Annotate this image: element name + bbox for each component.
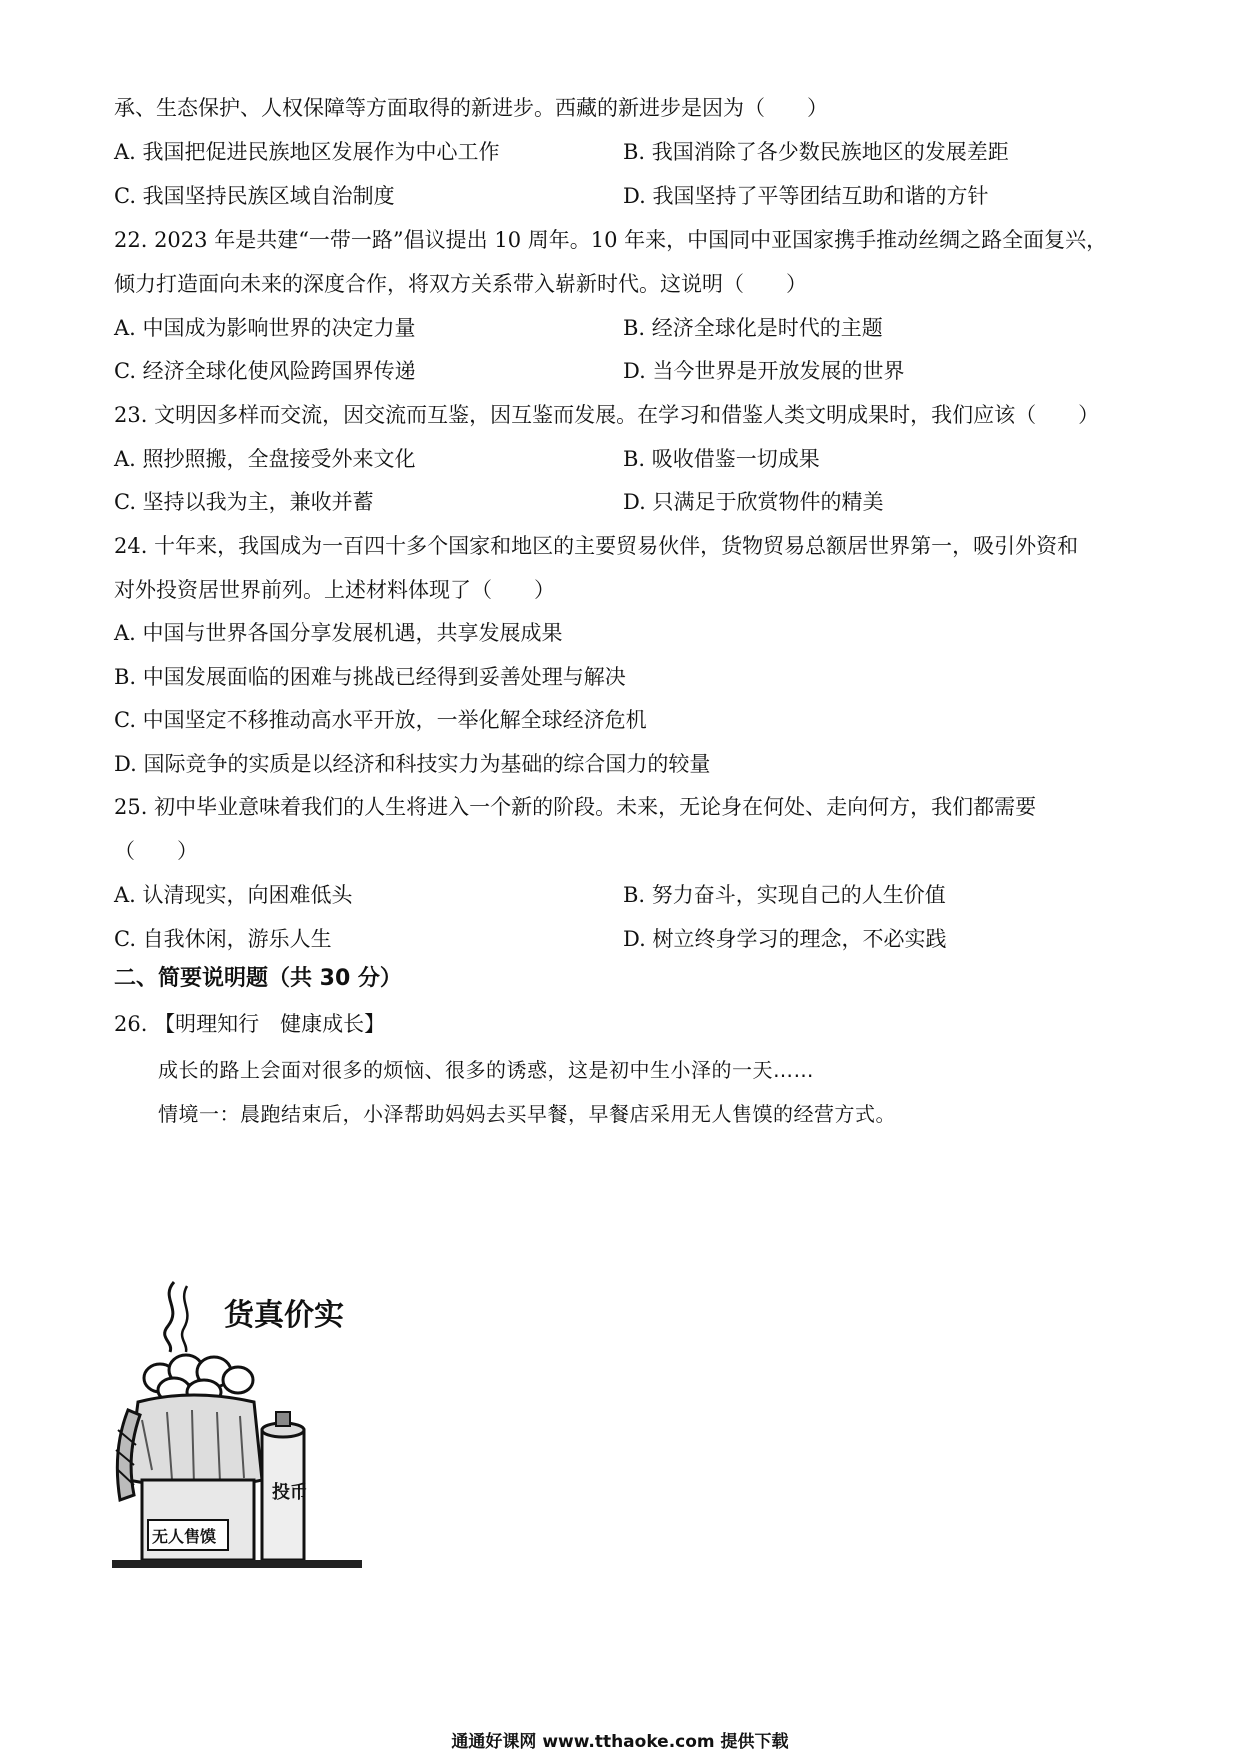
- q22-stem-line2: 倾力打造面向未来的深度合作，将双方关系带入崭新时代。这说明（ ）: [114, 272, 807, 296]
- q23-option-b: B. 吸收借鉴一切成果: [623, 447, 820, 471]
- q23-stem: 23. 文明因多样而交流，因交流而互鉴，因互鉴而发展。在学习和借鉴人类文明成果时，我们应该（ ）: [114, 403, 1100, 427]
- q24-option-d: D. 国际竞争的实质是以经济和科技实力为基础的综合国力的较量: [114, 752, 711, 776]
- q22-option-c: C. 经济全球化使风险跨国界传递: [114, 359, 416, 383]
- q23-option-a: A. 照抄照搬，全盘接受外来文化: [114, 447, 416, 471]
- q25-option-a: A. 认清现实，向困难低头: [114, 883, 353, 907]
- q21-option-c: C. 我国坚持民族区域自治制度: [114, 184, 395, 208]
- q25-stem-line1: 25. 初中毕业意味着我们的人生将进入一个新的阶段。未来，无论身在何处、走向何方，我们都需要: [114, 795, 1037, 819]
- q21-option-a: A. 我国把促进民族地区发展作为中心工作: [114, 140, 500, 164]
- q22-option-d: D. 当今世界是开放发展的世界: [623, 359, 905, 383]
- bun-stand-drawing: [112, 1280, 362, 1570]
- q24-stem-line1: 24. 十年来，我国成为一百四十多个国家和地区的主要贸易伙伴，货物贸易总额居世界第一，吸引外资和: [114, 534, 1079, 558]
- q22-option-b: B. 经济全球化是时代的主题: [623, 316, 883, 340]
- q21-option-b: B. 我国消除了各少数民族地区的发展差距: [623, 140, 1009, 164]
- q21-option-d: D. 我国坚持了平等团结互助和谐的方针: [623, 184, 989, 208]
- q25-option-b: B. 努力奋斗，实现自己的人生价值: [623, 883, 946, 907]
- footer-watermark: 通通好课网 www.tthaoke.com 提供下载: [451, 1732, 789, 1752]
- q25-stem-line2: （ ）: [114, 839, 198, 863]
- q26-title: 26. 【明理知行 健康成长】: [114, 1012, 386, 1036]
- slogan-text: 货真价实: [224, 1298, 344, 1333]
- q21-stem-tail: 承、生态保护、人权保障等方面取得的新进步。西藏的新进步是因为（ ）: [114, 96, 828, 120]
- q23-option-c: C. 坚持以我为主，兼收并蓄: [114, 490, 374, 514]
- q23-option-d: D. 只满足于欣赏物件的精美: [623, 490, 884, 514]
- q24-option-a: A. 中国与世界各国分享发展机遇，共享发展成果: [114, 621, 563, 645]
- q22-option-a: A. 中国成为影响世界的决定力量: [114, 316, 416, 340]
- q25-option-c: C. 自我休闲，游乐人生: [114, 927, 332, 951]
- q26-intro: 成长的路上会面对很多的烦恼、很多的诱惑，这是初中生小泽的一天……: [158, 1058, 814, 1082]
- q24-option-c: C. 中国坚定不移推动高水平开放，一举化解全球经济危机: [114, 708, 647, 732]
- q22-stem-line1: 22. 2023 年是共建“一带一路”倡议提出 10 周年。10 年来，中国同中亚国家携手推动丝绸之路全面复兴，: [114, 228, 1108, 252]
- section-heading: 二、简要说明题（共 30 分）: [114, 966, 402, 991]
- unmanned-bun-shop-illustration: [112, 1280, 362, 1570]
- coin-box-label: 投币: [272, 1482, 308, 1503]
- q25-option-d: D. 树立终身学习的理念，不必实践: [623, 927, 947, 951]
- sign-label: 无人售馍: [152, 1527, 217, 1546]
- q24-option-b: B. 中国发展面临的困难与挑战已经得到妥善处理与解决: [114, 665, 626, 689]
- q26-scenario-1: 情境一：晨跑结束后，小泽帮助妈妈去买早餐，早餐店采用无人售馍的经营方式。: [158, 1102, 896, 1126]
- q24-stem-line2: 对外投资居世界前列。上述材料体现了（ ）: [114, 578, 555, 602]
